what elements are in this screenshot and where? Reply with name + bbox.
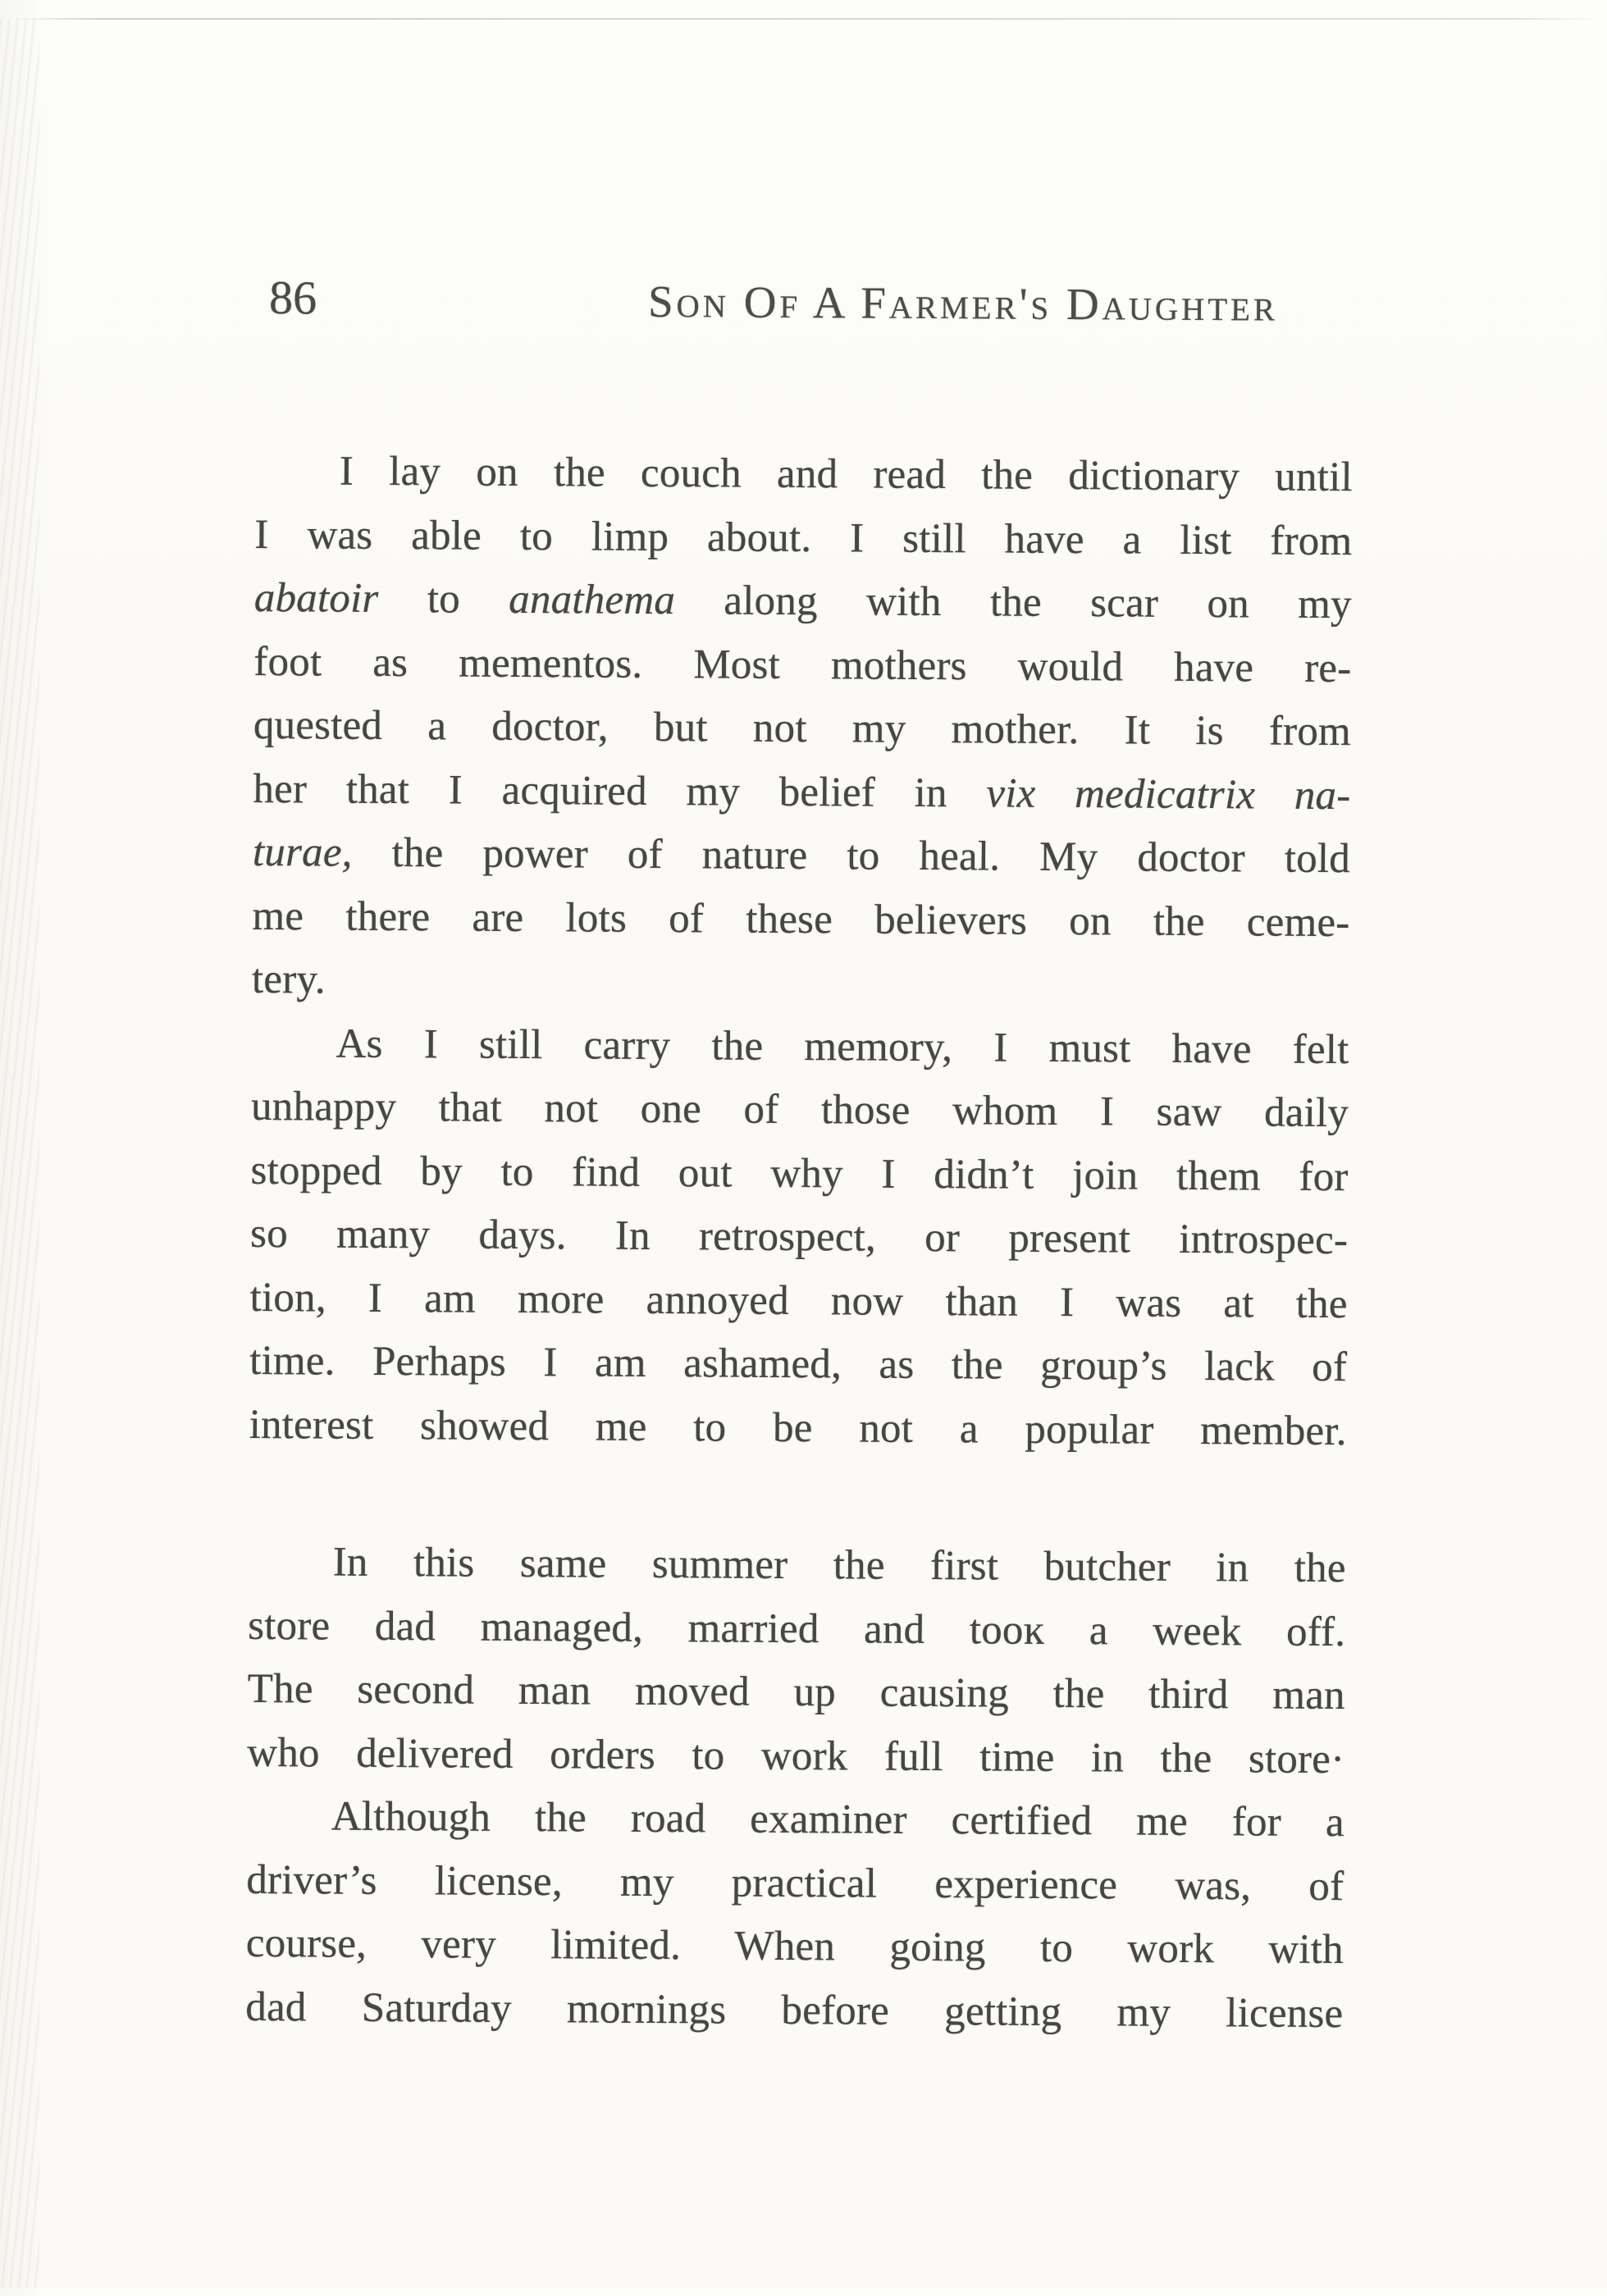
text-segment: who delivered orders to work full time in the store· xyxy=(247,1729,1345,1782)
text-segment: quested a doctor, but not my mother. It is from xyxy=(253,701,1352,755)
text-line xyxy=(249,1330,1347,1400)
text-line xyxy=(253,821,1350,892)
text-segment: along with the scar on my xyxy=(674,577,1352,628)
text-line xyxy=(249,1266,1347,1336)
text-line xyxy=(250,1203,1348,1273)
text-segment: tion, I am more annoyed now than I was at the xyxy=(249,1274,1348,1327)
text-segment: so many days. In retrospect, or present introspec- xyxy=(249,1210,1349,1264)
text-line xyxy=(253,630,1351,701)
page-number: 86 xyxy=(268,271,317,325)
text-segment: course, very limited. When going to work with xyxy=(245,1919,1344,1974)
text-line xyxy=(251,1011,1349,1082)
text-line xyxy=(247,1785,1344,1856)
text-line xyxy=(248,1658,1345,1728)
text-line xyxy=(250,1139,1348,1209)
text-segment: dad Saturday mornings before getting my license xyxy=(245,1983,1344,2037)
text-segment: to xyxy=(378,575,509,623)
text-line xyxy=(252,884,1349,955)
text-line xyxy=(249,1393,1346,1463)
text-segment: unhappy that not one of those whom I saw daily xyxy=(250,1083,1349,1137)
text-segment: the power of nature to heal. My doctor told xyxy=(352,829,1351,883)
text-segment: The second man moved up causing the third man xyxy=(247,1665,1345,1719)
italic-text-segment: vix medicatrix na- xyxy=(986,769,1351,819)
paragraph xyxy=(249,1011,1349,1463)
text-line xyxy=(253,757,1350,828)
paragraph xyxy=(245,1785,1344,2046)
text-line xyxy=(254,567,1352,637)
text-segment: I was able to limp about. I still have a list from xyxy=(254,511,1353,564)
running-title: Son Of A Farmer's Daughter xyxy=(647,276,1279,331)
italic-text-segment: anathema xyxy=(509,576,676,624)
text-line xyxy=(255,440,1353,510)
text-line xyxy=(248,1594,1345,1664)
text-line xyxy=(253,694,1351,765)
text-segment: tery. xyxy=(251,956,326,1003)
text-line xyxy=(248,1531,1345,1601)
text-segment: store dad managed, married and tooĸ a week off. xyxy=(248,1602,1346,1655)
text-line xyxy=(246,1912,1344,1983)
paragraph xyxy=(247,1531,1346,1792)
text-line xyxy=(247,1721,1344,1792)
text-line xyxy=(246,1848,1344,1919)
text-segment: interest showed me to be not a popular member. xyxy=(249,1401,1347,1454)
text-segment: foot as mementos. Most mothers would have re- xyxy=(253,638,1352,692)
text-segment: Although the road examiner certified me for a xyxy=(331,1793,1344,1846)
text-line xyxy=(245,1975,1343,2046)
body-text xyxy=(245,440,1353,2046)
italic-text-segment: abatoir xyxy=(253,574,379,622)
paragraph xyxy=(252,440,1353,1019)
text-segment: driver’s license, my practical experience was, of xyxy=(246,1856,1344,1910)
text-segment: stopped by to find out why I didn’t join them for xyxy=(250,1147,1349,1200)
text-line xyxy=(254,503,1352,573)
text-segment: As I still carry the memory, I must have felt xyxy=(336,1020,1349,1073)
text-line xyxy=(252,948,1349,1019)
text-segment: I lay on the couch and read the dictionary until xyxy=(339,448,1353,501)
text-line xyxy=(251,1075,1349,1146)
text-segment: In this same summer the first butcher in the xyxy=(332,1539,1346,1592)
text-segment: time. Perhaps I am ashamed, as the group’s lack of xyxy=(249,1337,1348,1391)
text-segment: her that I acquired my belief in xyxy=(253,765,987,816)
text-segment: me there are lots of these believers on the ceme- xyxy=(252,892,1350,946)
italic-text-segment: turae, xyxy=(252,828,353,876)
